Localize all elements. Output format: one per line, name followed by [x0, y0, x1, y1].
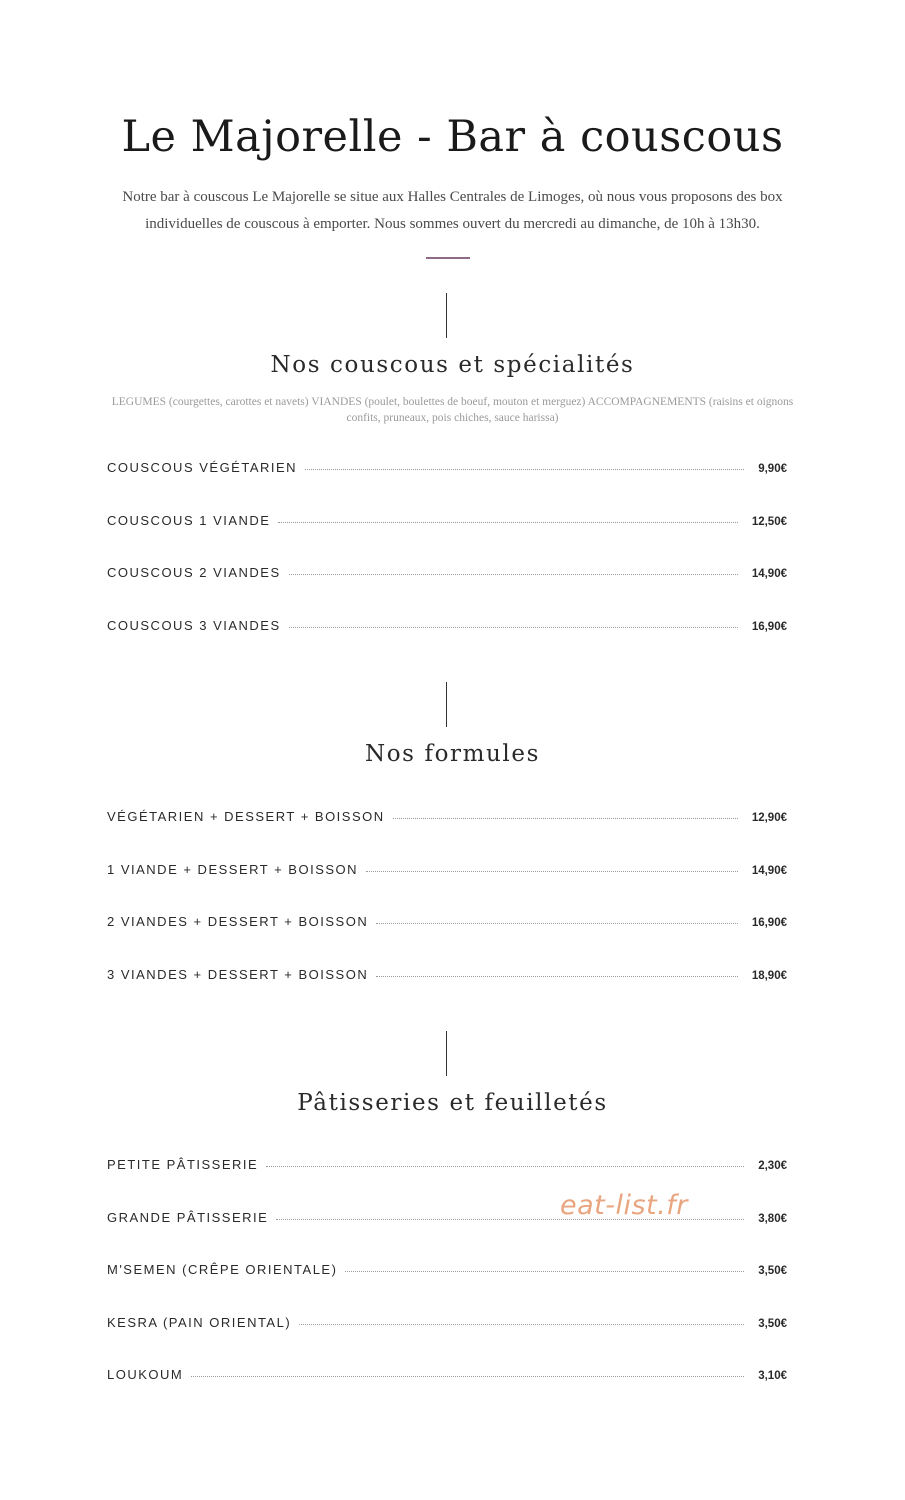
dot-leader — [191, 1376, 744, 1377]
page-title: Le Majorelle - Bar à couscous — [121, 112, 784, 162]
accent-divider — [426, 257, 470, 259]
menu-item-name: COUSCOUS 2 VIANDES — [107, 565, 281, 580]
menu-item-name: 2 VIANDES + DESSERT + BOISSON — [107, 914, 369, 929]
menu-item-price: 9,90€ — [758, 463, 787, 475]
dot-leader — [345, 1271, 744, 1272]
dot-leader — [376, 976, 738, 977]
menu-item-price: 3,50€ — [758, 1265, 787, 1277]
dot-leader — [376, 923, 738, 924]
menu-item — [107, 809, 787, 862]
menu-item-price: 14,90€ — [751, 568, 787, 580]
dot-leader — [278, 522, 737, 523]
dot-leader — [299, 1324, 744, 1325]
dot-leader — [266, 1166, 744, 1167]
dot-leader — [305, 469, 744, 470]
menu-item-price: 14,90€ — [751, 864, 787, 877]
dot-leader — [393, 818, 738, 819]
menu-item — [107, 1367, 787, 1420]
menu-item — [107, 967, 787, 1020]
menu-item-name: KESRA (PAIN ORIENTAL) — [107, 1314, 292, 1330]
menu-item — [107, 565, 787, 618]
menu-item-name: COUSCOUS 1 VIANDE — [107, 512, 271, 528]
section-title-patisseries: Pâtisseries et feuilletés — [297, 1090, 608, 1116]
menu-item-price: 16,90€ — [751, 620, 787, 633]
menu-item — [107, 513, 787, 566]
menu-item-name: 3 VIANDES + DESSERT + BOISSON — [107, 966, 369, 982]
dot-leader — [289, 627, 738, 628]
menu-item — [107, 618, 787, 671]
menu-item-name: VÉGÉTARIEN + DESSERT + BOISSON — [107, 809, 385, 824]
menu-item-price: 3,80€ — [758, 1212, 787, 1225]
intro-text: Notre bar à couscous Le Majorelle se situe aux Halles Centrales de Limoges, où nous vous proposons des box individuelles de couscous à emporter. Nous sommes ouvert du mercredi au dimanche, de 10h à 13h30. — [122, 189, 783, 232]
menu-item-name: PETITE PÂTISSERIE — [107, 1157, 259, 1172]
menu-item-price: 18,90€ — [751, 969, 787, 982]
dot-leader — [289, 574, 738, 575]
menu-item-price: 2,30€ — [758, 1160, 787, 1172]
menu-list-couscous — [107, 460, 787, 670]
menu-item-price: 12,50€ — [751, 515, 787, 528]
menu-item — [107, 1262, 787, 1315]
watermark: eat-list.fr — [560, 1190, 688, 1221]
menu-item-name: M'SEMEN (CRÊPE ORIENTALE) — [107, 1262, 338, 1277]
menu-item-price: 16,90€ — [751, 917, 787, 929]
menu-item-name: COUSCOUS VÉGÉTARIEN — [107, 460, 298, 475]
menu-item-price: 12,90€ — [751, 812, 787, 824]
menu-item-price: 3,50€ — [758, 1317, 787, 1330]
menu-item — [107, 862, 787, 915]
section-description-couscous: LEGUMES (courgettes, carottes et navets) VIANDES (poulet, boulettes de boeuf, mouton et merguez) ACCOMPAGNEMENTS (raisins et oignons confits, pruneaux, pois chiches, sauce harissa) — [111, 396, 794, 424]
section-title-couscous: Nos couscous et spécialités — [270, 352, 635, 378]
menu-item-name: LOUKOUM — [107, 1367, 184, 1382]
menu-item-name: 1 VIANDE + DESSERT + BOISSON — [107, 861, 359, 877]
menu-list-formules — [107, 809, 787, 1019]
menu-item-price: 3,10€ — [758, 1370, 787, 1382]
dot-leader — [366, 871, 738, 872]
section-divider-line — [446, 293, 447, 338]
menu-item — [107, 460, 787, 513]
menu-item-name: GRANDE PÂTISSERIE — [107, 1209, 269, 1225]
section-title-formules: Nos formules — [364, 741, 541, 767]
menu-item — [107, 914, 787, 967]
menu-item-name: COUSCOUS 3 VIANDES — [107, 617, 281, 633]
section-divider-line — [446, 1031, 447, 1076]
section-divider-line — [446, 682, 447, 727]
menu-item — [107, 1315, 787, 1368]
